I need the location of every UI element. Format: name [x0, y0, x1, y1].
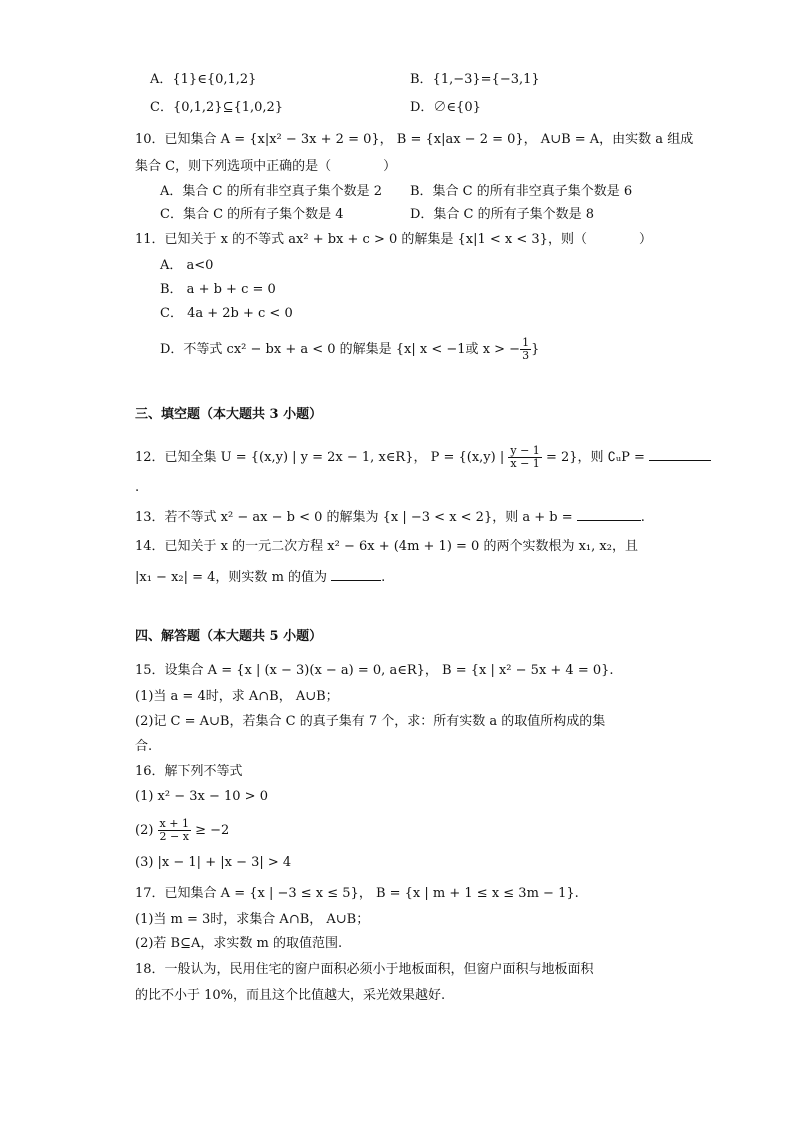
- q16-part2-suffix: ≥ −2: [190, 823, 230, 838]
- q14-answer-blank[interactable]: [331, 566, 381, 581]
- q13-text: 13．若不等式 x² − ax − b < 0 的解集为 {x | −3 < x < 2}，则 a + b =: [135, 510, 573, 525]
- q9-option-c: C．{0,1,2}⊆{1,0,2}: [150, 100, 284, 115]
- q16-part1: (1) x² − 3x − 10 > 0: [135, 789, 268, 804]
- q11-option-b: B． a + b + c = 0: [160, 282, 276, 297]
- q12-continuation: .: [135, 480, 140, 495]
- q17-part2: (2)若 B⊆A，求实数 m 的取值范围.: [135, 936, 343, 951]
- q9-option-b: B．{1,−3}={−3,1}: [410, 72, 540, 87]
- q15-part2-cont: 合.: [135, 739, 153, 754]
- q11-option-d-suffix: }: [531, 342, 540, 357]
- q12-answer-blank[interactable]: [649, 446, 711, 461]
- q17-stem: 17．已知集合 A = {x | −3 ≤ x ≤ 5}， B = {x | m + 1 ≤ x ≤ 3m − 1}.: [135, 886, 579, 901]
- q14-text: |x₁ − x₂| = 4，则实数 m 的值为: [135, 570, 328, 585]
- fraction-denominator: 2 − x: [159, 830, 189, 843]
- q18-stem-line2: 的比不小于 10%，而且这个比值越大，采光效果越好.: [135, 988, 446, 1003]
- q10-option-a: A．集合 C 的所有非空真子集个数是 2: [160, 184, 383, 199]
- q11-option-a: A． a<0: [160, 258, 214, 273]
- q10-option-b: B．集合 C 的所有非空真子集个数是 6: [410, 184, 633, 199]
- q11-stem: 11．已知关于 x 的不等式 ax² + bx + c > 0 的解集是 {x|1 < x < 3}，则（ ）: [135, 232, 652, 247]
- q11-option-c: C． 4a + 2b + c < 0: [160, 306, 293, 321]
- q12-fraction: [508, 445, 541, 470]
- q14-period: .: [381, 570, 386, 585]
- q16-part3: (3) |x − 1| + |x − 3| > 4: [135, 855, 292, 870]
- q10-option-c: C．集合 C 的所有子集个数是 4: [160, 207, 344, 222]
- q14-stem-line2: [135, 566, 385, 588]
- q16-part2-prefix: (2): [135, 823, 158, 838]
- q11-option-d-fraction: [520, 337, 531, 362]
- q11-option-d-prefix: D．不等式 cx² − bx + a < 0 的解集是 {x| x < −1或 x > −: [160, 342, 521, 357]
- q18-stem-line1: 18．一般认为，民用住宅的窗户面积必须小于地板面积，但窗户面积与地板面积: [135, 962, 594, 977]
- q9-option-d: D．∅∈{0}: [410, 100, 481, 115]
- q16-part2-fraction: [158, 818, 191, 843]
- fraction-denominator: x − 1: [510, 457, 540, 470]
- fraction-numerator: 1: [522, 336, 530, 349]
- q12-prefix: 12．已知全集 U = {(x,y) | y = 2x − 1, x∈R}， P = {(x,y) |: [135, 450, 509, 465]
- q13-stem: [135, 506, 645, 528]
- q11-option-d: [160, 337, 539, 362]
- q10-stem-line1: 10．已知集合 A = {x|x² − 3x + 2 = 0}， B = {x|ax − 2 = 0}， A∪B = A，由实数 a 组成: [135, 132, 694, 147]
- fraction-denominator: 3: [522, 349, 530, 362]
- q17-part1: (1)当 m = 3时，求集合 A∩B， A∪B；: [135, 912, 370, 927]
- q10-option-d: D．集合 C 的所有子集个数是 8: [410, 207, 595, 222]
- q13-answer-blank[interactable]: [577, 506, 641, 521]
- q15-part1: (1)当 a = 4时，求 A∩B， A∪B；: [135, 689, 339, 704]
- section-heading-fill-in: 三、填空题（本大题共 3 小题）: [135, 407, 323, 422]
- section-heading-solutions: 四、解答题（本大题共 5 小题）: [135, 629, 323, 644]
- q9-option-a: A．{1}∈{0,1,2}: [150, 72, 257, 87]
- q15-stem: 15．设集合 A = {x | (x − 3)(x − a) = 0, a∈R}， B = {x | x² − 5x + 4 = 0}.: [135, 663, 614, 678]
- q16-stem: 16．解下列不等式: [135, 764, 243, 779]
- q16-part2: [135, 818, 229, 843]
- q10-stem-line2: 集合 C，则下列选项中正确的是（ ）: [135, 159, 397, 174]
- q12-suffix: = 2}，则 ∁ᵤP =: [541, 450, 645, 465]
- q15-part2: (2)记 C = A∪B，若集合 C 的真子集有 7 个，求：所有实数 a 的取值所构成的集: [135, 714, 606, 729]
- q12-stem: [135, 445, 711, 470]
- q13-period: .: [640, 510, 645, 525]
- q14-stem-line1: 14．已知关于 x 的一元二次方程 x² − 6x + (4m + 1) = 0 的两个实数根为 x₁, x₂，且: [135, 539, 638, 554]
- fraction-numerator: x + 1: [159, 817, 189, 830]
- fraction-numerator: y − 1: [510, 444, 540, 457]
